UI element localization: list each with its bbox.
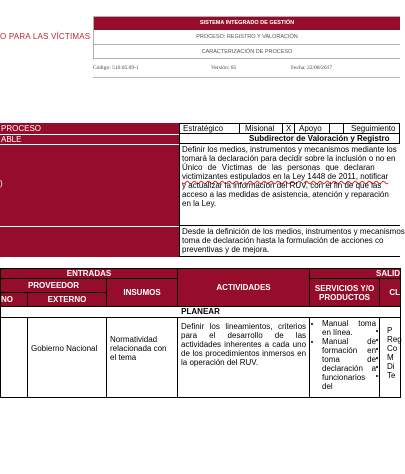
document-header [93, 16, 400, 59]
document-date: Fecha: 22/08/2017 [291, 65, 333, 71]
entradas-header: ENTRADAS [1, 269, 178, 279]
scope-line-1: Desde la definición de los medios, instrumentos y mecanismos [182, 227, 405, 236]
system-title: SISTEMA INTEGRADO DE GESTIÓN [94, 17, 400, 30]
row-externo-text: Gobierno Nacional [31, 344, 98, 353]
cliente-item-1: • P [387, 326, 400, 335]
clientes-list [380, 326, 400, 380]
proveedor-header: PROVEEDOR [1, 279, 107, 293]
row-interno [1, 318, 28, 398]
row-clientes [380, 318, 401, 398]
label-responsible: ABLE [1, 135, 22, 144]
process-table [0, 268, 401, 398]
interno-header: NO [1, 293, 28, 307]
type-sep-3 [294, 123, 295, 134]
cliente-item-5: • Di [387, 362, 400, 371]
objective-line-5: y actualizar la información del RUV, con el fin de que las [182, 181, 382, 190]
servicios-list [313, 319, 376, 391]
cliente-item-6: • Te [387, 371, 400, 380]
servicios-header: SERVICIOS Y/O PRODUCTOS [310, 279, 380, 307]
scope-line-3: preventivas y de mejora. [182, 245, 270, 254]
row-servicios [310, 318, 380, 398]
objective-line-6: acceso a las medidas de asistencia, atención y reparación [182, 190, 389, 199]
type-sep-2 [282, 123, 283, 134]
objective-line-7: en la Ley. [182, 199, 217, 208]
header-divider [93, 77, 400, 78]
externo-header: EXTERNO [28, 293, 107, 307]
label-process: PROCESO [1, 124, 42, 133]
cliente-item-4: • M [387, 353, 400, 362]
objective-line-1: Definir los medios, instrumentos y mecanismos mediante los [182, 145, 397, 154]
type-sep-4 [329, 123, 330, 134]
process-line: PROCESO: REGISTRO Y VALORACIÓN [94, 30, 400, 45]
objective-line-2: tomará la declaración para decidir sobre la inclusión o no en [182, 154, 396, 163]
row-externo [28, 318, 107, 398]
type-seguimiento: Seguimiento [351, 124, 396, 133]
type-sep-5 [343, 123, 344, 134]
label-divider-1 [0, 134, 179, 135]
type-sep-1 [239, 123, 240, 134]
section-planear: PLANEAR [1, 307, 401, 318]
cliente-item-2: • Reg [387, 335, 400, 344]
row-actividad: Definir los lineamientos, criterios para el desarrollo de las actividades inherentes a cada uno de los procedimientos inmersos en la operación del RUV. [178, 318, 310, 398]
document-version: Versión: 05 [211, 65, 237, 71]
label-divider-2 [0, 144, 179, 145]
clientes-header: CL [380, 279, 401, 307]
label-divider-3 [0, 226, 179, 227]
document-code: Código: 510.05.09-1 [93, 65, 139, 71]
servicio-item-1: • Manual toma en línea. [322, 319, 376, 337]
logo-text: O PARA LAS VÍCTIMAS [0, 32, 91, 41]
objective-line-4: victimizantes estipulados en la Ley 1448 de 2011, notificar [182, 172, 389, 181]
actividades-header: ACTIVIDADES [178, 269, 310, 307]
type-misional-mark: X [286, 124, 292, 133]
label-objective-fragment: ) [0, 179, 3, 188]
type-estrategico: Estratégico [183, 124, 224, 133]
objective-line-3: Único de Víctimas de las personas que declaran [182, 163, 375, 172]
insumos-header: INSUMOS [107, 279, 178, 307]
type-apoyo: Apoyo [299, 124, 322, 133]
cliente-item-3: • Co [387, 344, 400, 353]
document-title: CARACTERIZACIÓN DE PROCESO [201, 49, 293, 55]
servicio-item-2: • Manual de formación en toma de declaración a funcionarios del [322, 337, 376, 391]
row-insumos: Normatividad relacionada con el tema [107, 318, 178, 398]
type-misional: Misional [245, 124, 275, 133]
scope-line-2: toma de declaración hasta la formulación de acciones co [182, 236, 384, 245]
responsible-value: Subdirector de Valoración y Registro [249, 134, 390, 143]
salidas-header: SALID [310, 269, 401, 279]
